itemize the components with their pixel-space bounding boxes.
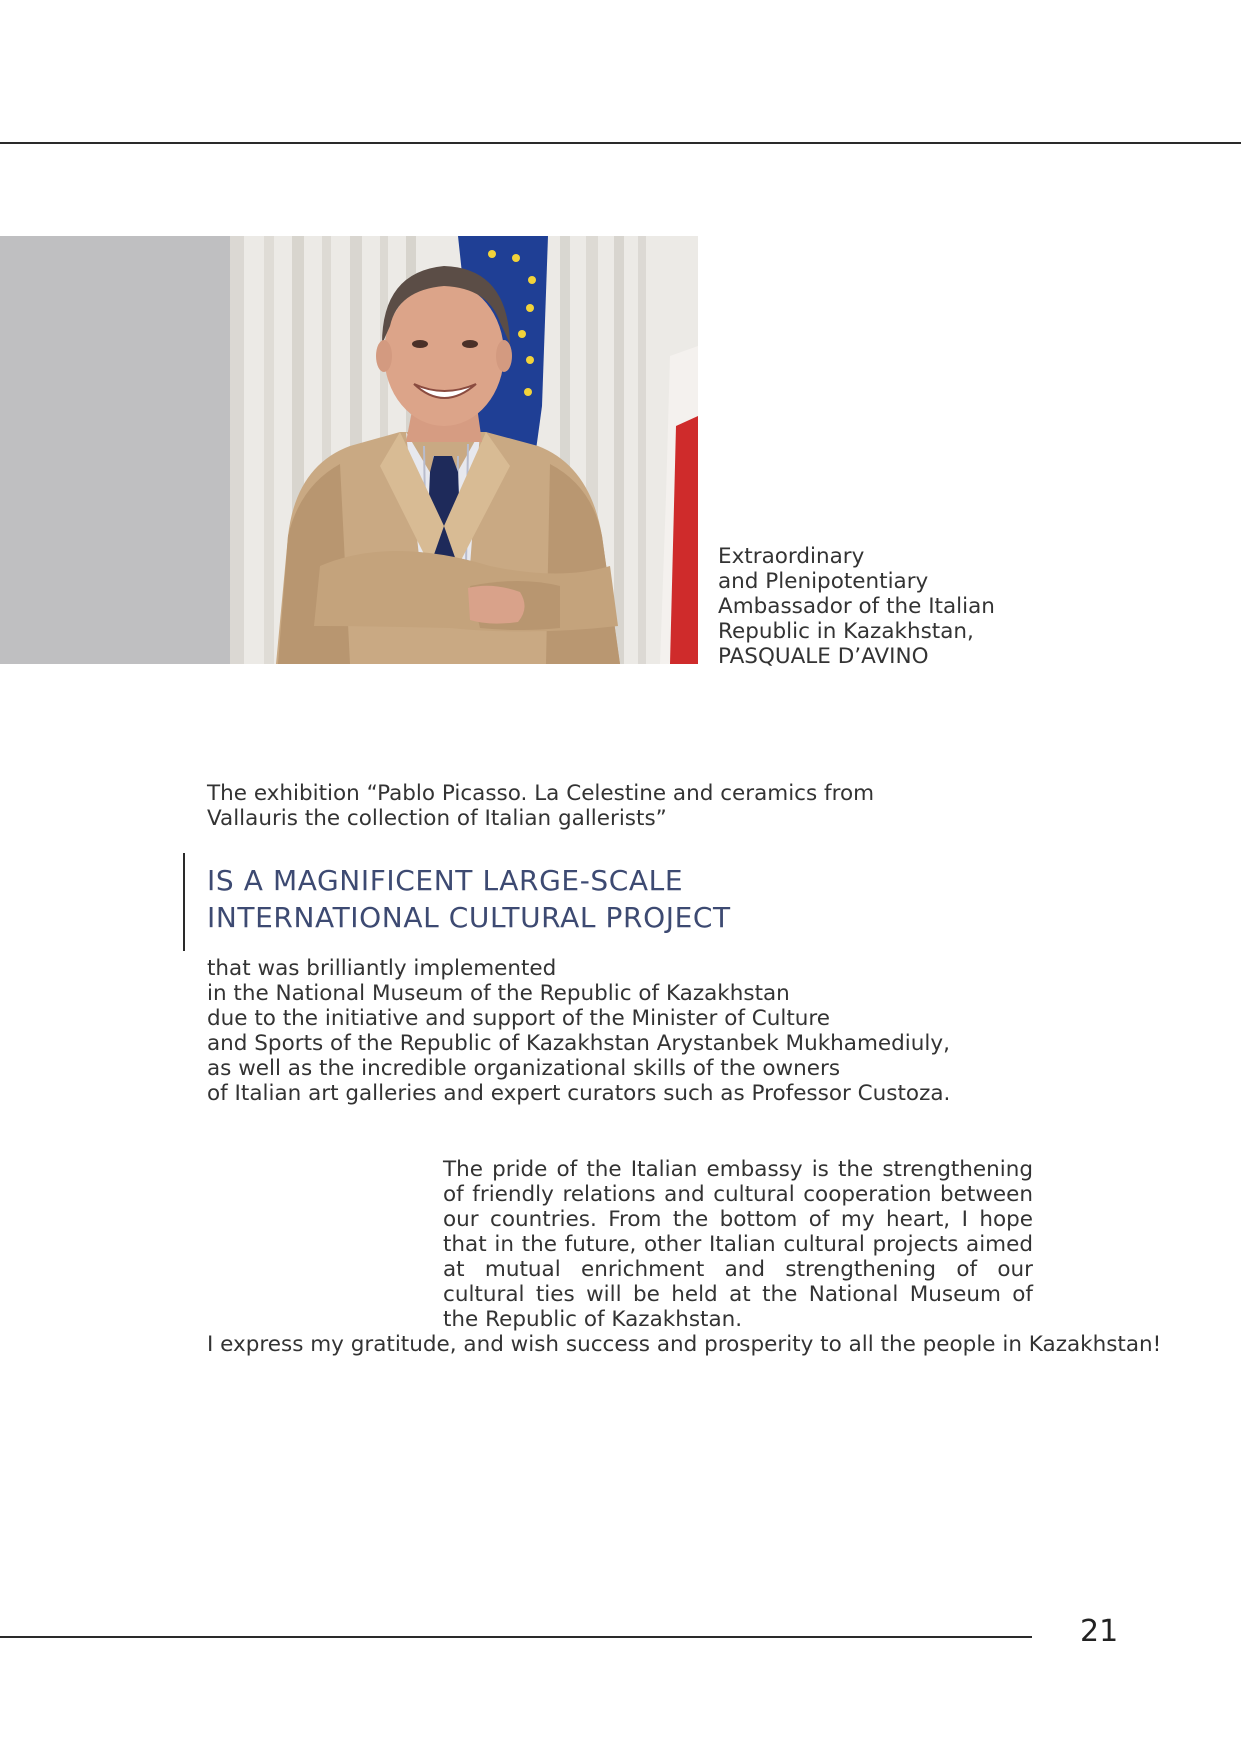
headline [207,862,967,936]
page-number: 21 [1080,1614,1119,1649]
top-rule [0,142,1241,144]
body-line: of Italian art galleries and expert curators such as Professor Custoza. [207,1081,951,1106]
caption-line: Extraordinary [718,544,865,569]
intro-paragraph [207,781,907,831]
body-paragraph [207,956,967,1106]
intro-line: The exhibition “Pablo Picasso. La Celestine and ceramics from [207,781,875,806]
headline-line: INTERNATIONAL CULTURAL PROJECT [207,901,731,934]
intro-line: Vallauris the collection of Italian gallerists” [207,806,667,831]
body-line: and Sports of the Republic of Kazakhstan Arystanbek Mukhamediuly, [207,1031,950,1056]
caption-line: and Plenipotentiary [718,569,929,594]
caption-name: PASQUALE D’AVINO [718,644,929,669]
closing-line: I express my gratitude, and wish success and prosperity to all the people in Kazakhstan! [207,1332,1162,1357]
ambassador-photo [230,236,698,664]
caption-line: Ambassador of the Italian [718,594,995,619]
caption-line: Republic in Kazakhstan, [718,619,974,644]
gray-decorative-block [0,236,230,664]
bottom-rule [0,1636,1032,1638]
body-line: as well as the incredible organizational skills of the owners [207,1056,841,1081]
photo-caption [718,544,1018,669]
headline-accent-bar [183,853,185,951]
body-line: due to the initiative and support of the Minister of Culture [207,1006,831,1031]
pride-paragraph: The pride of the Italian embassy is the strengthening of friendly relations and cultural cooperation between our countries. From the bottom of my heart, I hope that in the future, other Italian cultural projects aimed at mutual enrichment and strengthening of our cultural ties will be held at the National Museum of the Republic of Kazakhstan. [443,1157,1033,1332]
headline-line: IS A MAGNIFICENT LARGE-SCALE [207,864,684,897]
body-line: in the National Museum of the Republic of Kazakhstan [207,981,790,1006]
body-line: that was brilliantly implemented [207,956,557,981]
